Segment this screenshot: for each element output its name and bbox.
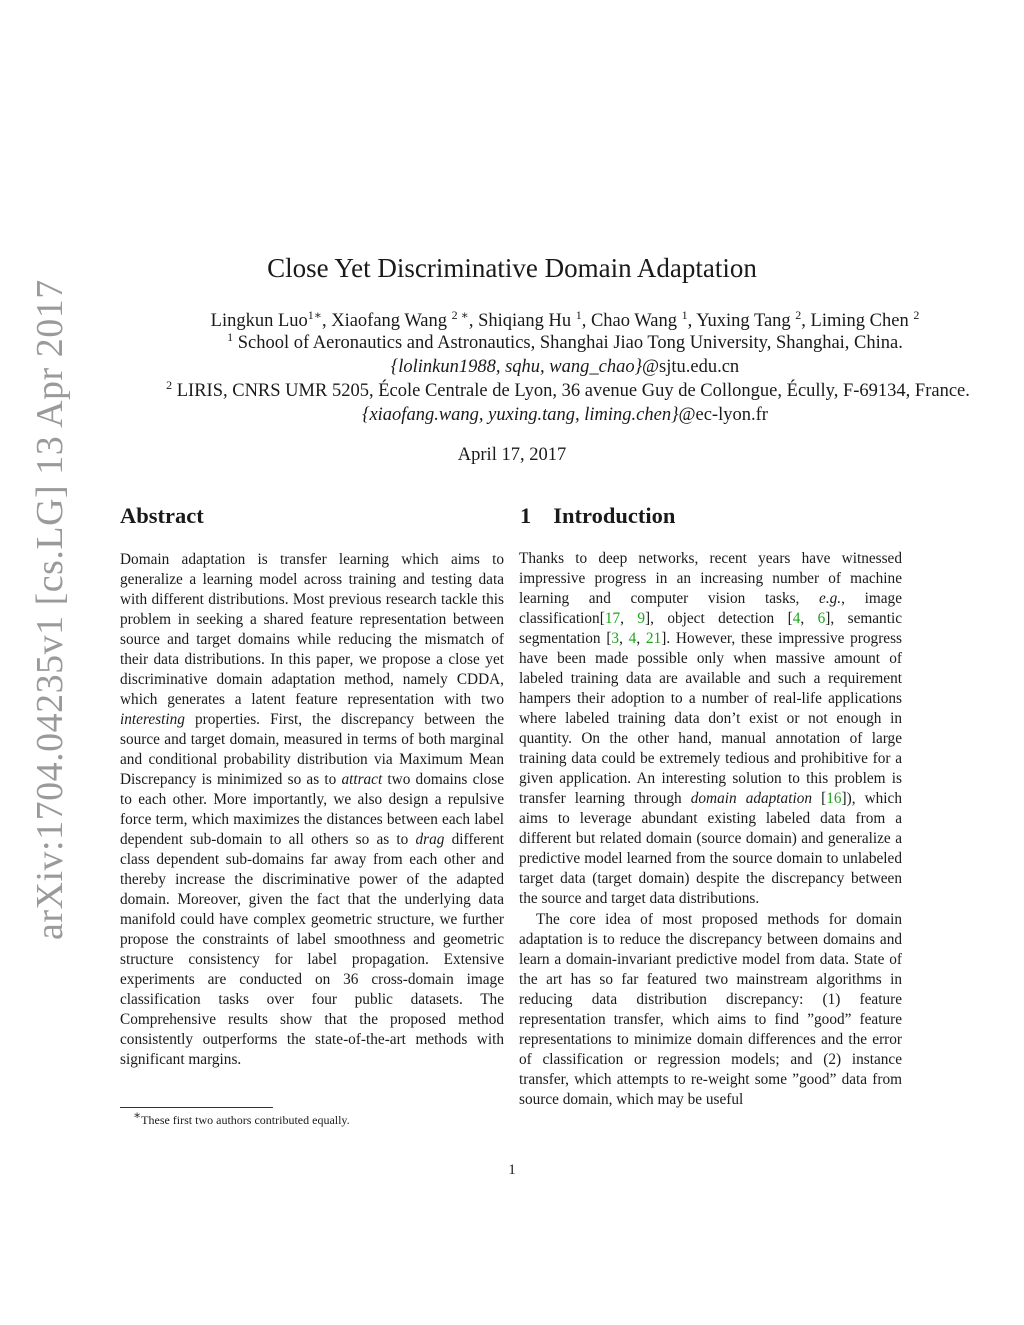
introduction-heading (520, 503, 675, 529)
affiliation-2 (0, 377, 1024, 402)
email-line-1 (0, 357, 1024, 378)
author-name: Lingkun Luo (210, 311, 308, 331)
affiliation-mark: 1 (227, 329, 234, 344)
citation-link[interactable]: 4 (628, 630, 637, 647)
email-domain: @ec-lyon.fr (678, 405, 768, 425)
author-affiliation-mark: 1 (681, 307, 688, 322)
author-affiliation-mark: 2 (795, 307, 802, 322)
email-domain: @sjtu.edu.cn (641, 357, 740, 377)
footnote (133, 1108, 350, 1128)
affiliation-text: School of Aeronautics and Astronautics, Shanghai Jiao Tong University, Shanghai, China. (237, 333, 903, 353)
page-number: 1 (508, 1162, 516, 1178)
author-affiliation-mark: 1 (575, 307, 582, 322)
author-name: Shiqiang Hu (478, 311, 572, 331)
email-line-2 (0, 405, 1024, 426)
affiliation-1 (0, 329, 1024, 354)
paper-date: April 17, 2017 (457, 445, 567, 465)
author-name: Yuxing Tang (696, 311, 791, 331)
affiliation-text: LIRIS, CNRS UMR 5205, École Centrale de Lyon, 36 avenue Guy de Collongue, Écully, F-69134, France. (176, 381, 970, 401)
intro-paragraph-1: Thanks to deep networks, recent years have witnessed impressive progress in an increasing number of machine learning and computer vision tasks, e.g., image classification[17, 9], object detection [4, 6], semantic segmentation [3, 4, 21]. However, these impressive progress have been made possible only when massive amount of labeled training data are available and such a requirement hampers their adoption to a number of real-life applications where labeled training data don’t exist or not enough in quantity. On the other hand, manual annotation of large training data could be extremely tedious and prohibitive for a given application. An interesting solution to this problem is transfer learning through domain adaptation [16]), which aims to leverage abundant existing labeled data from a different but related domain (source domain) and generalize a predictive model learned from the source domain to unlabeled target data (target domain) despite the discrepancy between the source and target data distributions. (519, 550, 902, 907)
citation-link[interactable]: 16 (826, 790, 842, 807)
author-list: Lingkun Luo$^{1∗}$, Xiaofang Wang $^{2 ∗}$, Shiqiang Hu $^1$, Chao Wang $^1$, Yuxing Tang $^2$, Liming Chen $^2$ (210, 307, 920, 331)
email-users: {xiaofang.wang, yuxing.tang, liming.chen} (362, 405, 679, 425)
intro-paragraph-2: The core idea of most proposed methods for domain adaptation is to reduce the discrepancy between domains and learn a domain-invariant predictive model from data. State of the art has so far featured two mainstream algorithms in reducing data distribution discrepancy: (1) feature representation transfer, which aims to find ”good” feature representations to minimize domain differences and the error of classification or regression models; and (2) instance transfer, which attempts to re-weight some ”good” data from source domain, which may be useful (519, 911, 902, 1108)
citation-link[interactable]: 6 (817, 610, 826, 627)
introduction-body (519, 549, 902, 1110)
abstract-body (120, 550, 504, 1070)
author-affiliation-mark: 2 (913, 307, 920, 322)
email-users: {lolinkun1988, sqhu, wang_chao} (390, 357, 642, 377)
author-name: Liming Chen (810, 311, 909, 331)
abstract-paragraph: Domain adaptation is transfer learning which aims to generalize a learning model across training and testing data with different distributions. Most previous research tackle this problem in seeking a shared feature representation between source and target domains while reducing the mismatch of their data distributions. In this paper, we propose a close yet discriminative domain adaptation method, namely CDDA, which generates a latent feature representation with two interesting properties. First, the discrepancy between the source and target domain, measured in terms of both marginal and conditional probability distribution via Maximum Mean Discrepancy is minimized so as to attract two domains close to each other. More importantly, we also design a repulsive force term, which maximizes the distances between each label dependent sub-domain to all others so as to drag different class dependent sub-domains far away from each other and thereby increase the discriminative power of the adapted domain. Moreover, given the fact that the underlying data manifold could have complex geometric structure, we further propose the constraints of label smoothness and geometric structure consistency for label propagation. Extensive experiments are conducted on 36 cross-domain image classification tasks over four public datasets. The Comprehensive results show that the proposed method consistently outperforms the state-of-the-art methods with significant margins. (120, 551, 505, 1068)
paper-title: Close Yet Discriminative Domain Adaptation (267, 253, 757, 283)
author-name: Chao Wang (590, 311, 677, 331)
section-number: 1 (520, 503, 532, 528)
author-name: Xiaofang Wang (331, 311, 448, 331)
citation-link[interactable]: 9 (637, 610, 646, 627)
footnote-rule (120, 1107, 273, 1108)
footnote-mark: ∗ (133, 1108, 142, 1122)
citation-link[interactable]: 21 (645, 630, 662, 647)
affiliation-mark: 2 (166, 377, 173, 392)
citation-link[interactable]: 4 (792, 610, 801, 627)
citation-link[interactable]: 3 (611, 630, 620, 647)
author-affiliation-mark: 2 ∗ (451, 307, 469, 322)
arxiv-identifier: arXiv:1704.04235v1 [cs.LG] 13 Apr 2017 (29, 279, 71, 940)
author-affiliation-mark: 1∗ (307, 307, 322, 322)
citation-link[interactable]: 17 (604, 610, 621, 627)
abstract-heading: Abstract (120, 503, 204, 528)
section-title: Introduction (553, 503, 676, 528)
footnote-text: These first two authors contributed equally. (141, 1113, 350, 1127)
